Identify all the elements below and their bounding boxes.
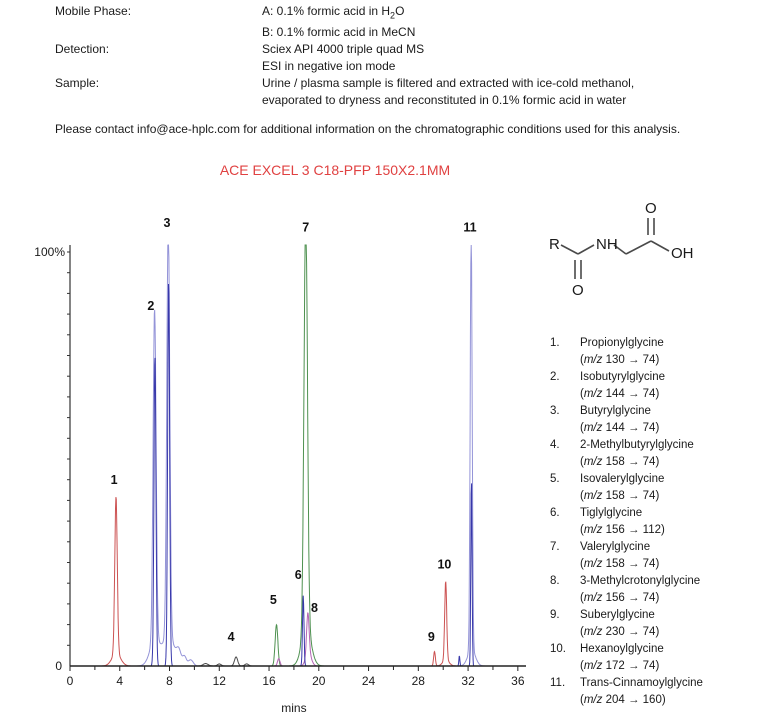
atom-nh: NH bbox=[596, 236, 618, 253]
peak-label-1: 1 bbox=[110, 472, 118, 487]
x-tick-label: 24 bbox=[361, 674, 376, 688]
legend-item-number: 7. bbox=[550, 541, 560, 553]
x-tick-label: 28 bbox=[411, 674, 425, 688]
atom-oh: OH bbox=[671, 245, 694, 262]
legend-item bbox=[550, 369, 762, 403]
condition-value bbox=[262, 41, 424, 75]
peak-label-11: 11 bbox=[463, 220, 477, 235]
legend-item-body bbox=[580, 573, 762, 607]
condition-label: Detection: bbox=[55, 42, 110, 57]
mz-transition: (m/z 130 → 74) bbox=[580, 354, 660, 366]
mz-transition: (m/z 158 → 74) bbox=[580, 456, 660, 468]
mz-transition: (m/z 230 → 74) bbox=[580, 626, 660, 638]
condition-label: Mobile Phase: bbox=[55, 4, 132, 18]
condition-row bbox=[55, 41, 735, 75]
x-tick-label: 12 bbox=[212, 674, 226, 688]
compound-name: Valerylglycine bbox=[580, 541, 651, 553]
compound-name: Hexanoylglycine bbox=[580, 643, 664, 655]
legend-item-number: 6. bbox=[550, 507, 560, 519]
legend-item bbox=[550, 539, 762, 573]
legend-item bbox=[550, 437, 762, 471]
structure-svg bbox=[523, 196, 743, 326]
x-axis-title: mins bbox=[281, 701, 307, 715]
contact-note: Please contact info@ace-hplc.com for additional information on the chromatographic conditions used for this analysis. bbox=[55, 122, 681, 136]
chromatogram-svg bbox=[30, 212, 535, 717]
compound-name: Isovalerylglycine bbox=[580, 473, 665, 485]
compound-legend bbox=[550, 335, 762, 709]
x-tick-label: 20 bbox=[312, 674, 326, 688]
legend-item bbox=[550, 573, 762, 607]
x-tick-label: 0 bbox=[66, 674, 74, 688]
legend-item-number: 10. bbox=[550, 643, 566, 655]
trace-light-blue bbox=[70, 245, 524, 666]
legend-item-number: 5. bbox=[550, 473, 560, 485]
legend-item-number: 3. bbox=[550, 405, 560, 417]
mz-transition: (m/z 156 → 112) bbox=[580, 524, 665, 536]
x-tick-label: 32 bbox=[461, 674, 475, 688]
legend-item bbox=[550, 675, 762, 709]
compound-name: Propionylglycine bbox=[580, 337, 664, 349]
compound-name: Tiglylglycine bbox=[580, 507, 643, 519]
peak-label-7: 7 bbox=[302, 220, 310, 235]
condition-value bbox=[262, 3, 415, 41]
legend-item bbox=[550, 641, 762, 675]
column-title-wrap bbox=[55, 162, 615, 178]
chromatogram-chart bbox=[30, 212, 535, 717]
condition-value-line: ESI in negative ion mode bbox=[262, 59, 396, 74]
compound-name: Butyrylglycine bbox=[580, 405, 651, 417]
trace-magenta bbox=[70, 613, 524, 666]
legend-item-number: 8. bbox=[550, 575, 560, 587]
legend-item-body bbox=[580, 607, 762, 641]
mz-transition: (m/z 144 → 74) bbox=[580, 422, 660, 434]
legend-item bbox=[550, 471, 762, 505]
legend-item-body bbox=[580, 369, 762, 403]
atom-o-top: O bbox=[645, 200, 657, 217]
condition-row bbox=[55, 75, 735, 109]
condition-value bbox=[262, 75, 634, 109]
legend-item-body bbox=[580, 641, 762, 675]
compound-name: 3-Methylcrotonylglycine bbox=[580, 575, 701, 587]
mz-transition: (m/z 156 → 74) bbox=[580, 592, 660, 604]
acylglycine-structure bbox=[523, 196, 743, 326]
mz-transition: (m/z 204 → 160) bbox=[580, 694, 666, 706]
x-tick-label: 36 bbox=[511, 674, 525, 688]
compound-name: Suberylglycine bbox=[580, 609, 655, 621]
x-tick-label: 8 bbox=[166, 674, 173, 688]
legend-item-number: 1. bbox=[550, 337, 560, 349]
compound-name: 2-Methylbutyrylglycine bbox=[580, 439, 694, 451]
legend-item-body bbox=[580, 539, 762, 573]
x-tick-label: 16 bbox=[262, 674, 276, 688]
legend-item-body bbox=[580, 505, 762, 539]
legend-item-body bbox=[580, 675, 762, 709]
legend-item-number: 2. bbox=[550, 371, 560, 383]
atom-r: R bbox=[549, 236, 560, 253]
condition-row bbox=[55, 3, 735, 41]
peak-label-3: 3 bbox=[163, 216, 171, 231]
condition-value-line: B: 0.1% formic acid in MeCN bbox=[262, 25, 416, 40]
y-zero-label: 0 bbox=[55, 659, 62, 673]
trace-green bbox=[70, 245, 524, 666]
peak-label-5: 5 bbox=[269, 592, 277, 607]
condition-label: Sample: bbox=[55, 76, 100, 91]
mz-transition: (m/z 158 → 74) bbox=[580, 558, 660, 570]
compound-name: Isobutyrylglycine bbox=[580, 371, 666, 383]
conditions-table bbox=[55, 3, 735, 109]
legend-item-number: 4. bbox=[550, 439, 560, 451]
peak-label-6: 6 bbox=[294, 568, 302, 583]
legend-item bbox=[550, 607, 762, 641]
x-tick-label: 4 bbox=[116, 674, 124, 688]
peak-label-4: 4 bbox=[227, 630, 235, 645]
condition-value-line: evaporated to dryness and reconstituted in 0.1% formic acid in water bbox=[262, 93, 627, 108]
legend-item bbox=[550, 403, 762, 437]
column-title: ACE EXCEL 3 C18-PFP 150X2.1MM bbox=[219, 162, 451, 178]
mz-transition: (m/z 158 → 74) bbox=[580, 490, 660, 502]
legend-item-body bbox=[580, 437, 762, 471]
peak-label-10: 10 bbox=[437, 557, 452, 572]
trace-dark-blue bbox=[70, 284, 524, 666]
condition-value-line: Urine / plasma sample is filtered and extracted with ice-cold methanol, bbox=[262, 76, 635, 91]
legend-item bbox=[550, 335, 762, 369]
mz-transition: (m/z 144 → 74) bbox=[580, 388, 660, 400]
legend-item-number: 9. bbox=[550, 609, 560, 621]
compound-name: Trans-Cinnamoylglycine bbox=[580, 677, 703, 689]
condition-value-line: Sciex API 4000 triple quad MS bbox=[262, 42, 425, 57]
legend-item-body bbox=[580, 403, 762, 437]
condition-value-line: A: 0.1% formic acid in $H_2O$ bbox=[262, 4, 405, 21]
y-max-label: 100% bbox=[34, 245, 65, 259]
legend-item bbox=[550, 505, 762, 539]
peak-label-8: 8 bbox=[310, 601, 318, 616]
legend-item-number: 11. bbox=[550, 677, 566, 689]
legend-item-body bbox=[580, 471, 762, 505]
mz-transition: (m/z 172 → 74) bbox=[580, 660, 660, 672]
atom-o-bottom: O bbox=[572, 282, 584, 299]
peak-label-9: 9 bbox=[427, 630, 435, 645]
peak-label-2: 2 bbox=[147, 298, 155, 313]
legend-item-body bbox=[580, 335, 762, 369]
